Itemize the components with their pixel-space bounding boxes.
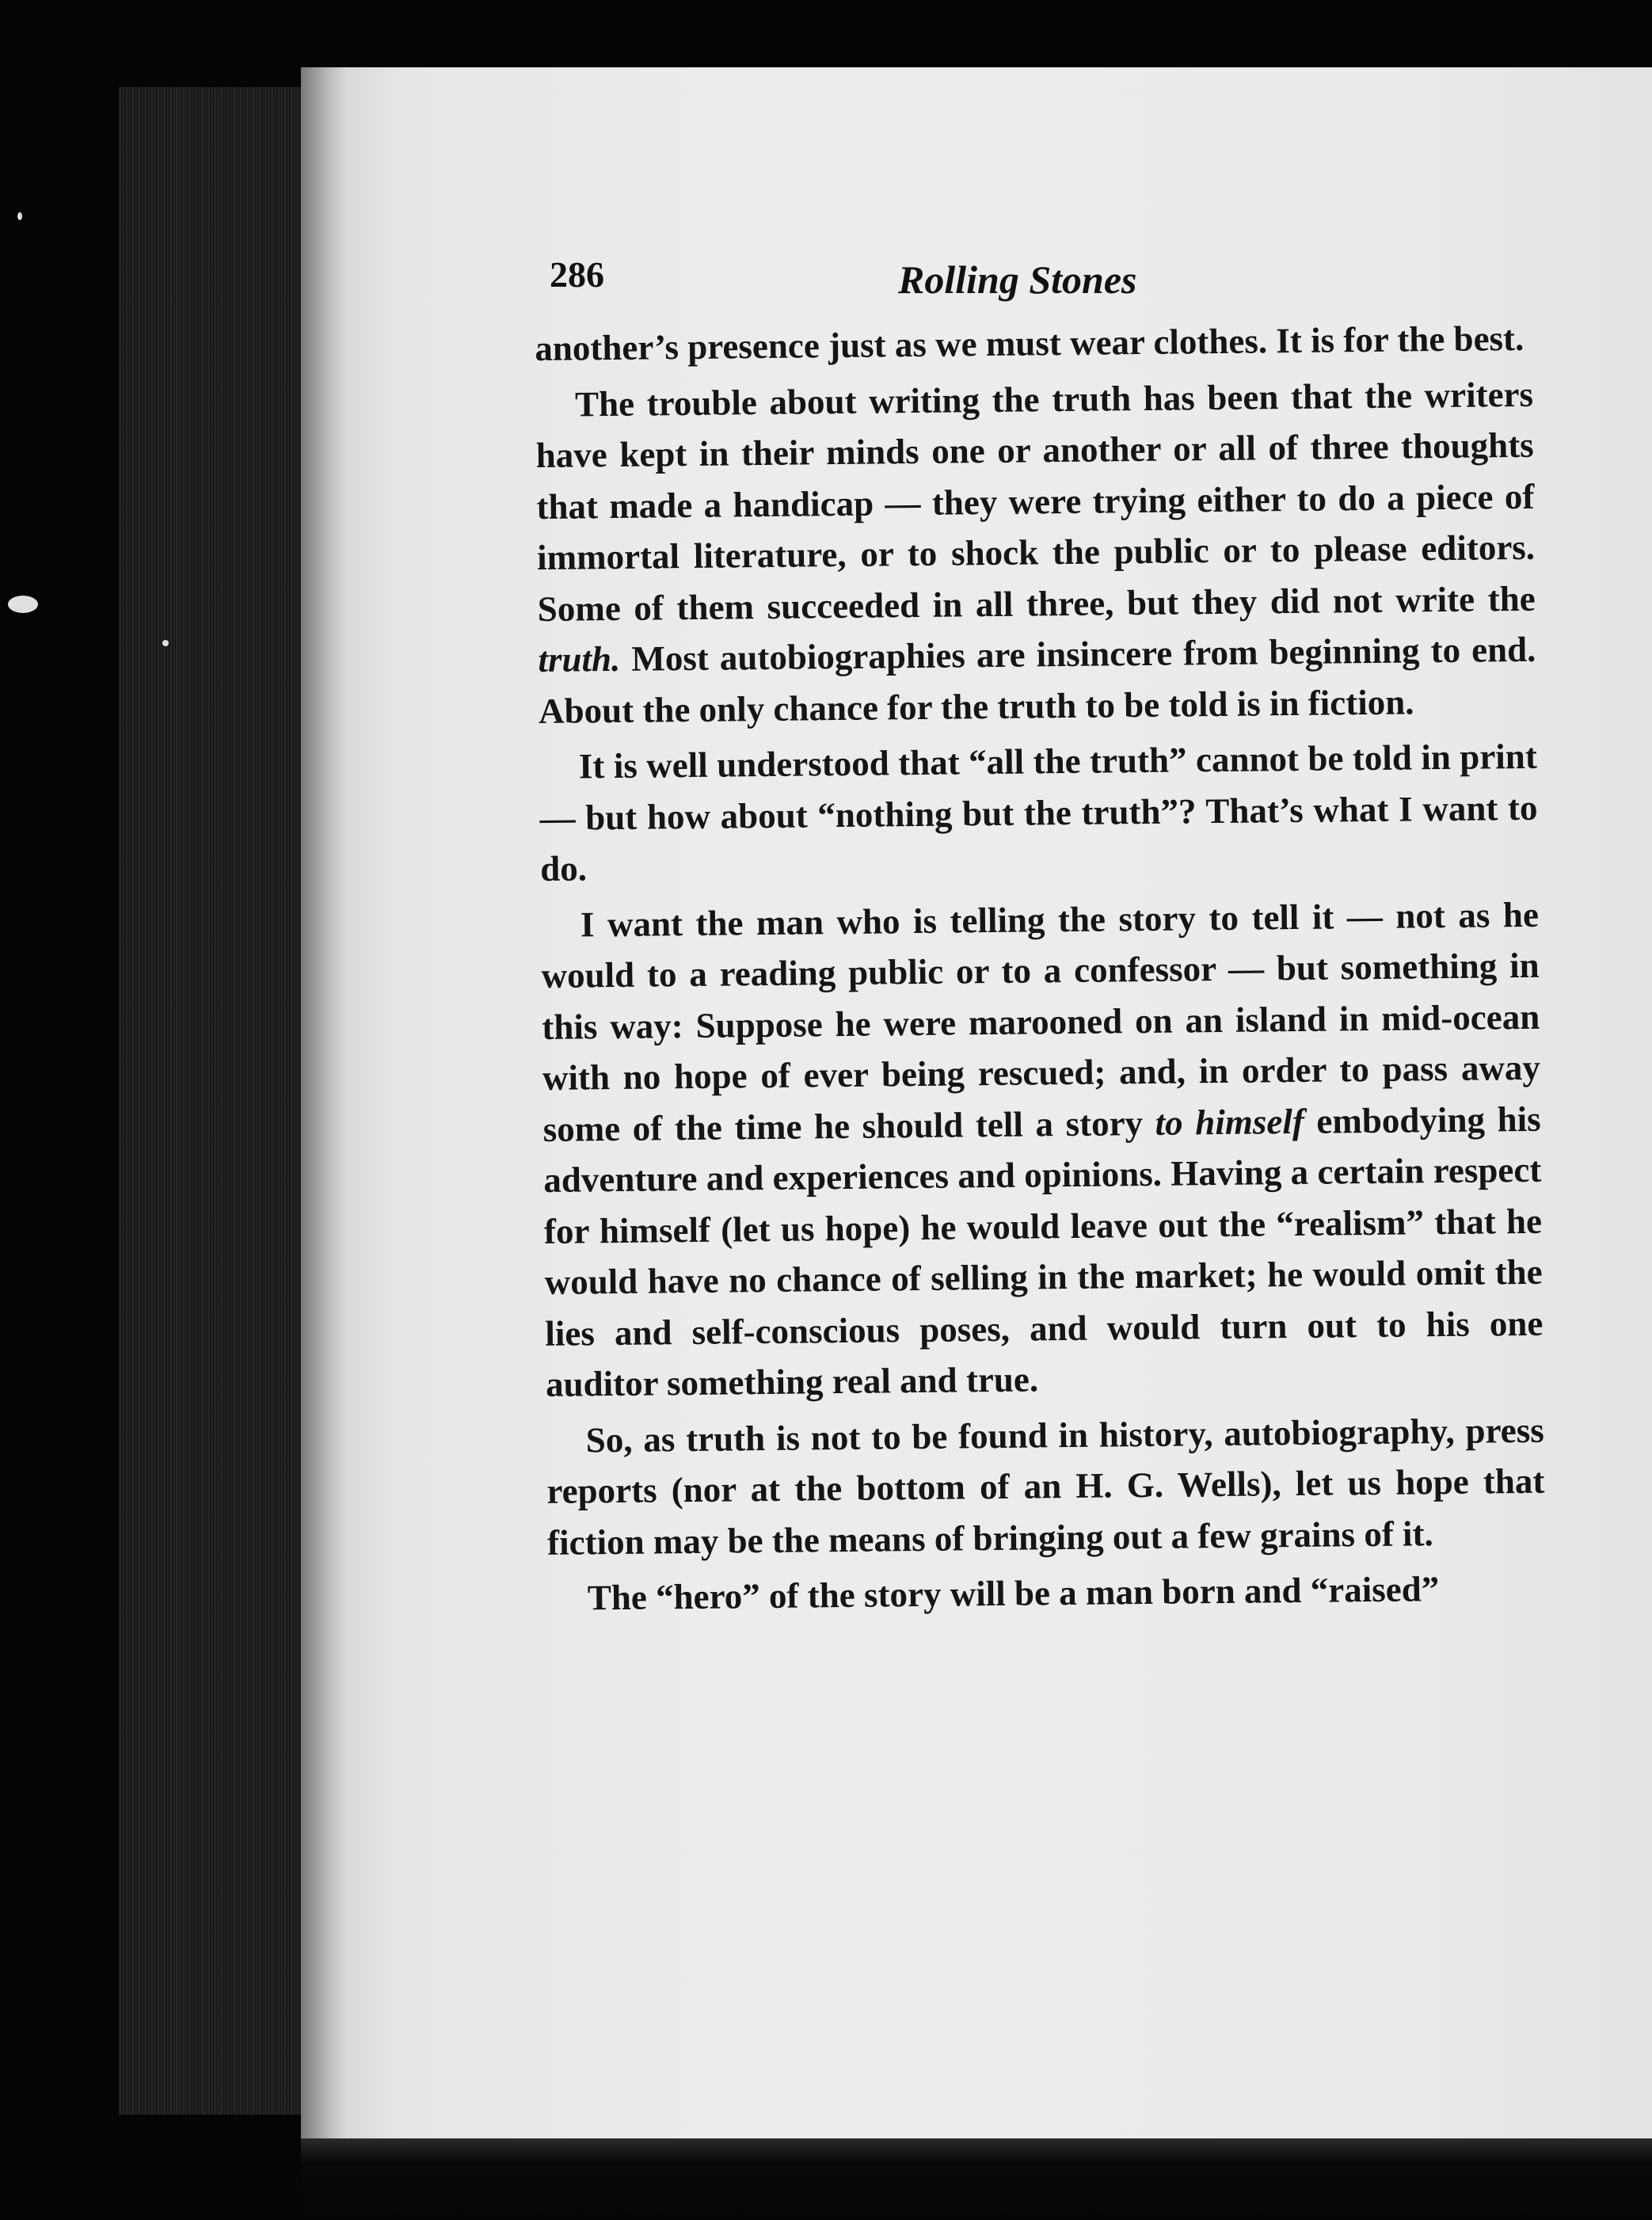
- book-page-edges: [119, 87, 309, 2115]
- paragraph: [535, 313, 1533, 375]
- scan-speck: [162, 640, 169, 646]
- running-title: Rolling Stones: [898, 257, 1137, 302]
- bottom-dark-band: [301, 2138, 1652, 2220]
- paragraph: [541, 889, 1544, 1410]
- text-run: The “hero” of the story will be a man born and “raised”: [587, 1569, 1440, 1618]
- text-run: The trouble about writing the truth has been that the writers have kept in their minds one or another or all of three thoughts that made a handicap — they were trying either to do a piece of immortal literature, or to shock the public or to please editors. Some of them succeeded in all three, but they did not write the: [535, 374, 1536, 629]
- text-run: another’s presence just as we must wear clothes. It is for the best.: [535, 318, 1524, 368]
- text-run: embodying his adventure and experiences and opinions. Having a certain respect for himself (let us hope) he would leave out the “realism” that he would have no chance of selling in the market; he would omit the lies and self-conscious poses, and would turn out to his one auditor something real and true.: [543, 1099, 1544, 1404]
- running-header: [550, 253, 1215, 309]
- paragraph: [546, 1404, 1545, 1568]
- body-text: [535, 313, 1546, 1629]
- paragraph: [548, 1563, 1547, 1624]
- text-run: It is well understood that “all the truth” cannot be told in print — but how about “nothing but the truth”? That’s what I want to do.: [539, 736, 1538, 889]
- gutter-shadow: [301, 67, 348, 2150]
- text-run: I want the man who is telling the story to tell it — not as he would to a reading public or to a confessor — but something in this way: Suppose he were marooned on an island in mid-ocean with no hope of ever being rescued; and, in order to pass away some of the time he should tell a story: [541, 894, 1541, 1149]
- paragraph: [539, 731, 1539, 895]
- page-number: 286: [550, 254, 604, 295]
- italic-text: to himself: [1155, 1101, 1305, 1143]
- text-run: Most autobiographies are insincere from beginning to end. About the only chance for the truth to be told is in fiction.: [538, 629, 1536, 731]
- scan-speck: [17, 212, 22, 220]
- text-run: So, as truth is not to be found in history, autobiography, press reports (nor at the bottom of an H. G. Wells), let us hope that fiction may be the means of bringing out a few grains of it.: [546, 1410, 1545, 1563]
- italic-text: truth.: [538, 638, 621, 680]
- paragraph: [535, 368, 1537, 737]
- scan-speck: [8, 596, 38, 613]
